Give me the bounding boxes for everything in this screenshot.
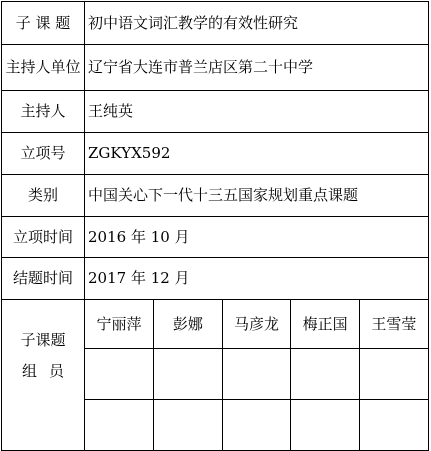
members-label-line1: 子课题 <box>20 331 66 349</box>
members-grid <box>85 300 428 450</box>
row-subproject <box>2 2 429 45</box>
row-project-number <box>2 133 429 175</box>
member-name: 彭娜 <box>154 300 223 349</box>
subproject-label: 子 课 题 <box>2 2 85 45</box>
category-label: 类别 <box>2 175 85 217</box>
end-date-value: 2017 年 12 月 <box>85 258 429 300</box>
empty-cell <box>85 400 154 451</box>
empty-cell <box>222 349 291 400</box>
start-date-label: 立项时间 <box>2 217 85 258</box>
project-info-table <box>1 1 429 451</box>
members-label-line2: 组员 <box>21 361 76 380</box>
member-name: 王雪莹 <box>359 300 428 349</box>
host-label: 主持人 <box>2 91 85 133</box>
member-name: 马彦龙 <box>222 300 291 349</box>
empty-cell <box>154 400 223 451</box>
host-unit-label: 主持人单位 <box>2 45 85 91</box>
empty-cell <box>85 349 154 400</box>
empty-cell <box>222 400 291 451</box>
row-host <box>2 91 429 133</box>
project-number-value: ZGKYX592 <box>85 133 429 175</box>
empty-cell <box>291 349 360 400</box>
member-name: 宁丽萍 <box>85 300 154 349</box>
host-value: 王纯英 <box>85 91 429 133</box>
host-unit-value: 辽宁省大连市普兰店区第二十中学 <box>85 45 429 91</box>
end-date-label: 结题时间 <box>2 258 85 300</box>
empty-cell <box>154 349 223 400</box>
empty-cell <box>359 400 428 451</box>
members-label <box>2 300 85 451</box>
members-names-row <box>85 300 428 349</box>
members-empty-row <box>85 349 428 400</box>
members-grid-cell <box>85 300 429 451</box>
category-value: 中国关心下一代十三五国家规划重点课题 <box>85 175 429 217</box>
row-end-date <box>2 258 429 300</box>
empty-cell <box>291 400 360 451</box>
start-date-value: 2016 年 10 月 <box>85 217 429 258</box>
row-members <box>2 300 429 451</box>
project-number-label: 立项号 <box>2 133 85 175</box>
row-host-unit <box>2 45 429 91</box>
row-category <box>2 175 429 217</box>
members-empty-row <box>85 400 428 451</box>
row-start-date <box>2 217 429 258</box>
subproject-value: 初中语文词汇教学的有效性研究 <box>85 2 429 45</box>
member-name: 梅正国 <box>291 300 360 349</box>
empty-cell <box>359 349 428 400</box>
